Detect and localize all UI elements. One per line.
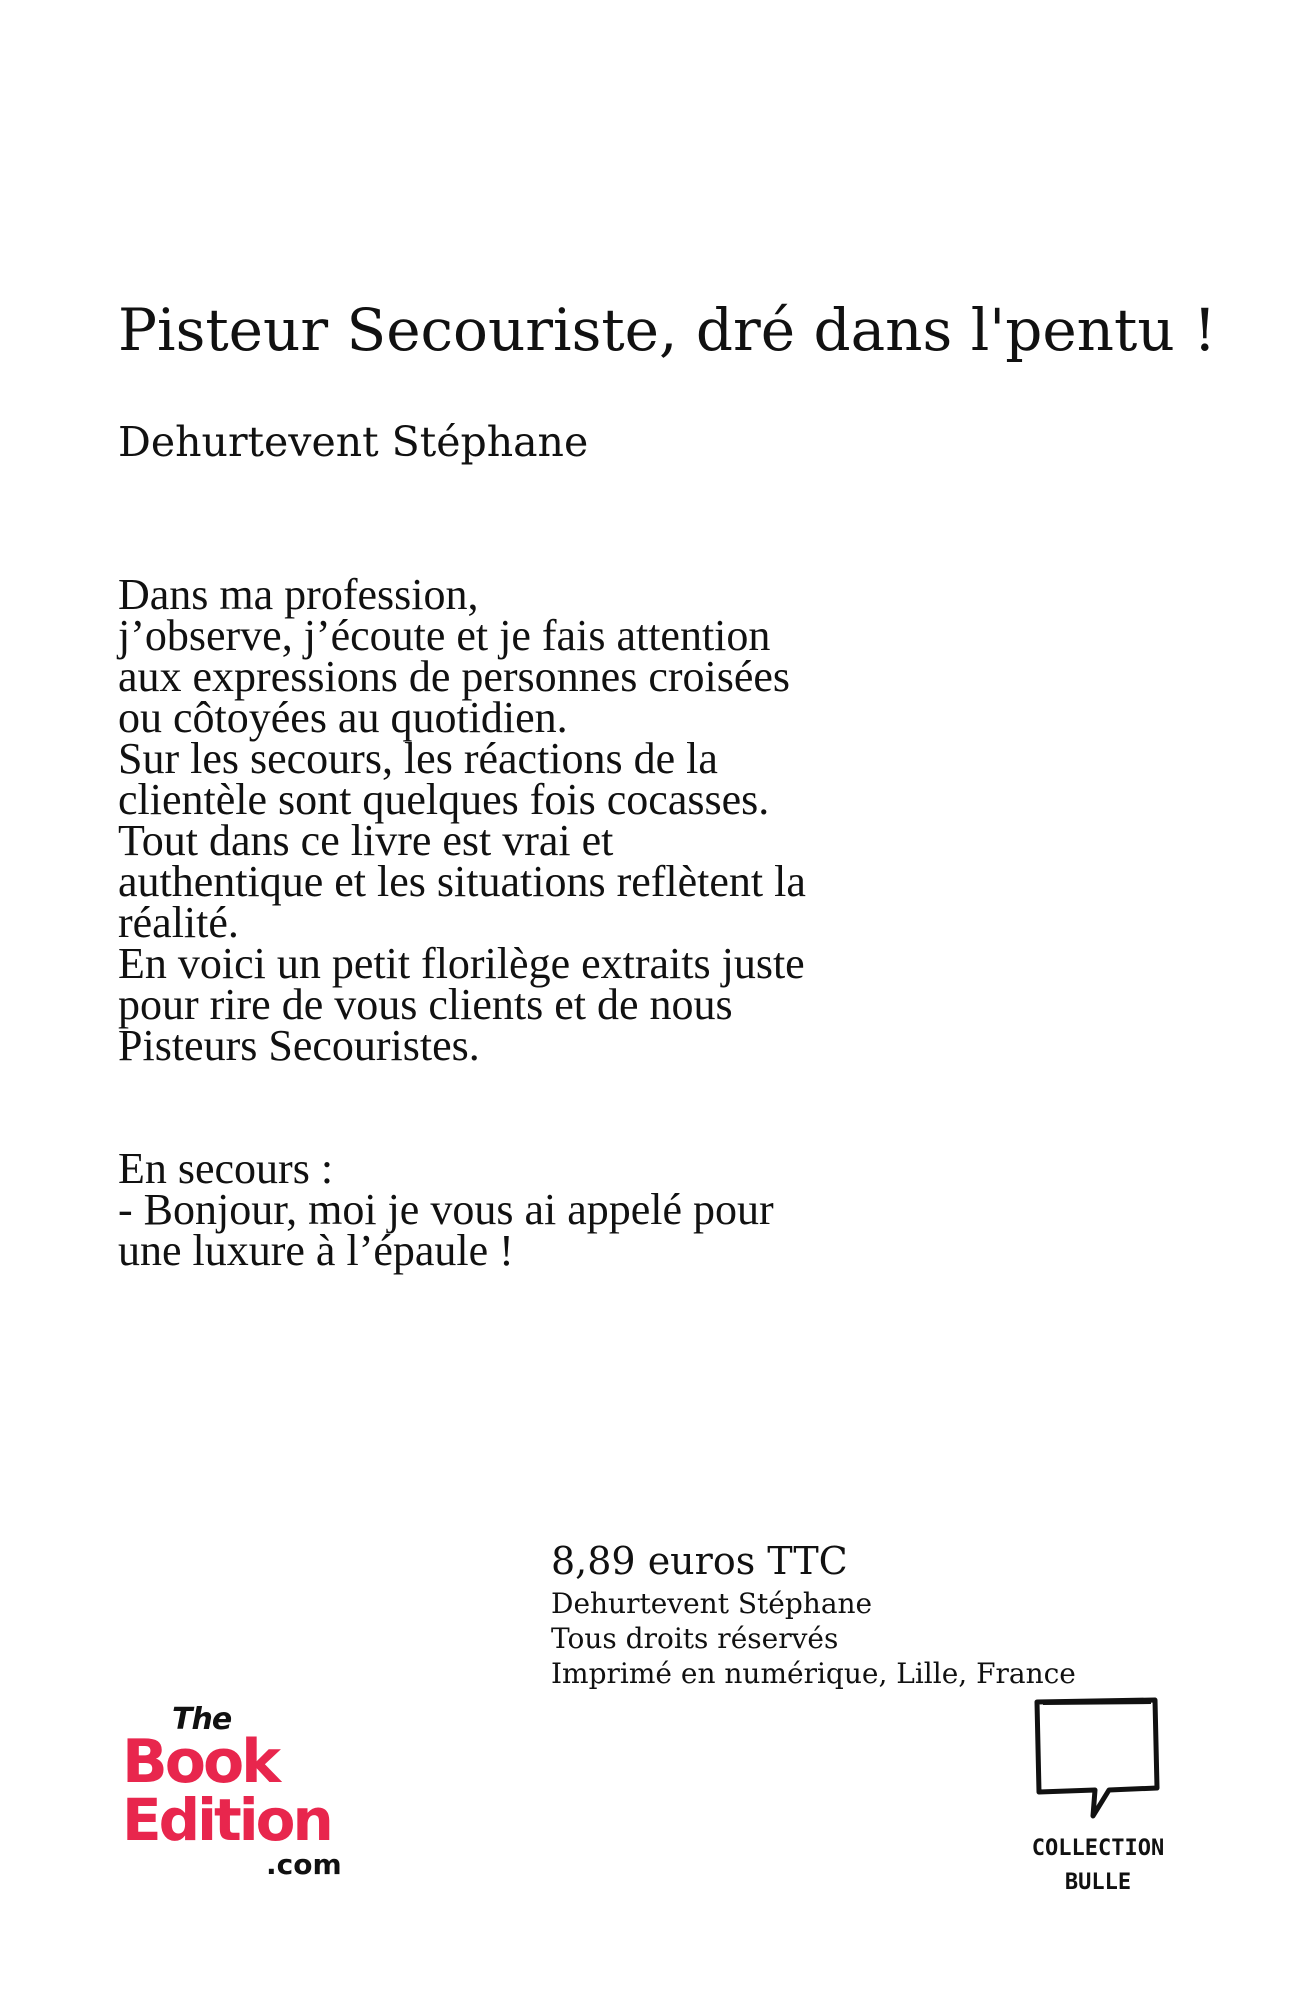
blurb-line: réalité. <box>118 898 239 947</box>
publisher-logo-com: .com <box>266 1848 342 1881</box>
blurb-line: Sur les secours, les réactions de la <box>118 734 718 783</box>
speech-bubble-icon <box>1023 1692 1173 1842</box>
blurb-line: ou côtoyées au quotidien. <box>118 693 568 742</box>
blurb-line: En voici un petit florilège extraits juste <box>118 939 805 988</box>
imprint-rights: Tous droits réservés <box>551 1622 839 1655</box>
publisher-logo <box>122 1702 352 1892</box>
publisher-logo-the: The <box>172 1702 232 1737</box>
publisher-logo-book: Book <box>122 1727 279 1797</box>
collection-logo <box>1023 1692 1173 1902</box>
blurb-line: clientèle sont quelques fois cocasses. <box>118 775 770 824</box>
blurb-line: Pisteurs Secouristes. <box>118 1021 480 1070</box>
blurb-line: j’observe, j’écoute et je fais attention <box>118 611 771 660</box>
blurb-line: pour rire de vous clients et de nous <box>118 980 733 1029</box>
back-cover-blurb <box>118 570 1018 1275</box>
blurb-line: - Bonjour, moi je vous ai appelé pour <box>118 1185 774 1234</box>
blurb-line: authentique et les situations reflètent la <box>118 857 806 906</box>
blurb-line: Tout dans ce livre est vrai et <box>118 816 614 865</box>
publisher-logo-edition: Edition <box>122 1786 331 1854</box>
book-author: Dehurtevent Stéphane <box>118 418 589 466</box>
price: 8,89 euros TTC <box>551 1539 848 1583</box>
collection-logo-line1: COLLECTION <box>1031 1836 1165 1861</box>
collection-logo-line2: BULLE <box>1064 1870 1132 1895</box>
blurb-line: aux expressions de personnes croisées <box>118 652 791 701</box>
blurb-line: une luxure à l’épaule ! <box>118 1226 514 1275</box>
paragraph-gap <box>118 1066 1018 1148</box>
book-title: Pisteur Secouriste, dré dans l'pentu ! <box>118 296 1217 364</box>
imprint-block <box>551 1536 1151 1691</box>
imprint-author: Dehurtevent Stéphane <box>551 1587 873 1620</box>
imprint-printed: Imprimé en numérique, Lille, France <box>551 1657 1076 1690</box>
blurb-line: En secours : <box>118 1144 334 1193</box>
blurb-line: Dans ma profession, <box>118 570 479 619</box>
